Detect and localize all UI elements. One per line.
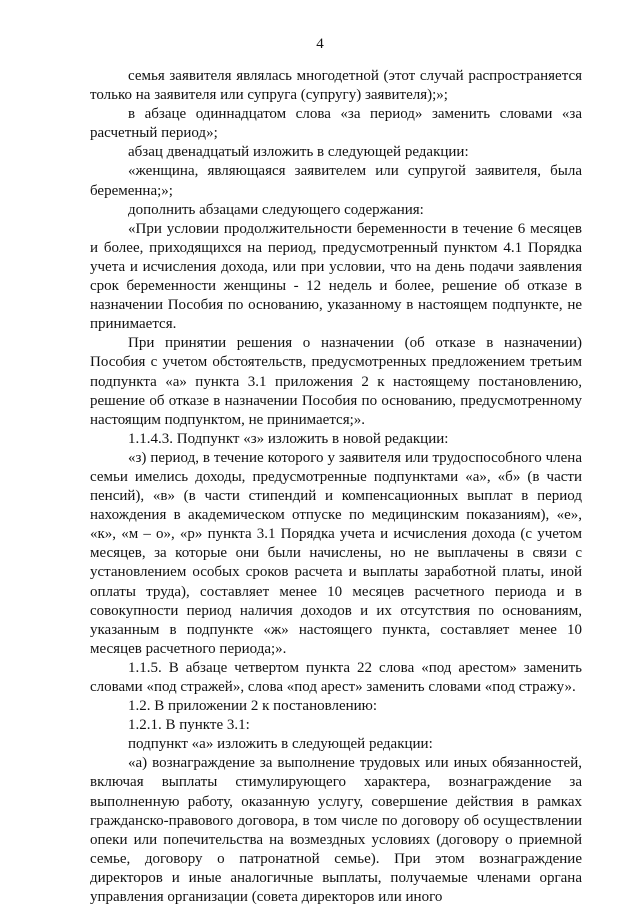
paragraph: семья заявителя являлась многодетной (этот случай распространяется только на заявителя или супруга (супругу) заявителя);»;: [90, 68, 582, 104]
paragraph: 1.1.5. В абзаце четвертом пункта 22 слова «под арестом» заменить словами «под стражей», слова «под арест» заменить словами «под стражу».: [90, 659, 582, 695]
page-number: 4: [316, 36, 324, 52]
paragraph: «женщина, являющаяся заявителем или супругой заявителя, была беременна;»;: [90, 163, 582, 199]
paragraph: 1.2. В приложении 2 к постановлению:: [128, 698, 378, 715]
paragraph: подпункт «а» изложить в следующей редакции:: [128, 736, 433, 753]
paragraph: дополнить абзацами следующего содержания:: [128, 201, 424, 218]
paragraph: «При условии продолжительности беременности в течение 6 месяцев и более, приходящихся на период, предусмотренный пунктом 4.1 Порядка учета и исчисления дохода, или при условии, что на день подачи заявления срок беременности женщины - 12 недель и более, решение об отказе в назначении Пособия по основанию, указанному в настоящем подпункте, не принимается.: [90, 220, 582, 333]
paragraph: абзац двенадцатый изложить в следующей редакции:: [128, 144, 469, 161]
paragraph: «з) период, в течение которого у заявителя или трудоспособного члена семьи имелись доходы, предусмотренные подпунктами «а», «б» (в части пенсий), «в» (в части стипендий и компенсационных выплат в период нахождения в академическом отпуске по медицинским показаниям), «е», «к», «м – о», «р» пункта 3.1 Порядка учета и исчисления дохода (с учетом месяцев, за которые они были начислены, но не выплачены в связи с установлением особых сроков расчета и выплаты заработной платы, иной оплаты труда), составляет менее 10 месяцев расчетного периода и в совокупности период наличия доходов и их отсутствия по основаниям, указанным в подпункте «ж» настоящего пункта, составляет менее 10 месяцев расчетного периода;».: [90, 449, 582, 657]
paragraph: При принятии решения о назначении (об отказе в назначении) Пособия с учетом обстоятельств, предусмотренных предложением третьим подпункта «а» пункта 3.1 приложения 2 к настоящему постановлению, решение об отказе в назначении Пособия по основанию, предусмотренному настоящим подпунктом, не принимается;».: [90, 335, 582, 428]
document-body: [90, 67, 582, 907]
paragraph: 1.2.1. В пункте 3.1:: [128, 717, 250, 734]
paragraph: 1.1.4.3. Подпункт «з» изложить в новой редакции:: [128, 430, 449, 447]
paragraph: в абзаце одиннадцатом слова «за период» заменить словами «за расчетный период»;: [90, 106, 582, 142]
paragraph: «а) вознаграждение за выполнение трудовых или иных обязанностей, включая выплаты стимулирующего характера, вознаграждение за выполненную работу, оказанную услугу, совершение действия в рамках гражданско-правового договора, в том числе по договору об осуществлении опеки или попечительства на возмездных условиях (договору о приемной семье, договору о патронатной семье). При этом вознаграждение директоров и иные аналогичные выплаты, получаемые членами органа управления организации (совета директоров или иного: [90, 755, 582, 906]
